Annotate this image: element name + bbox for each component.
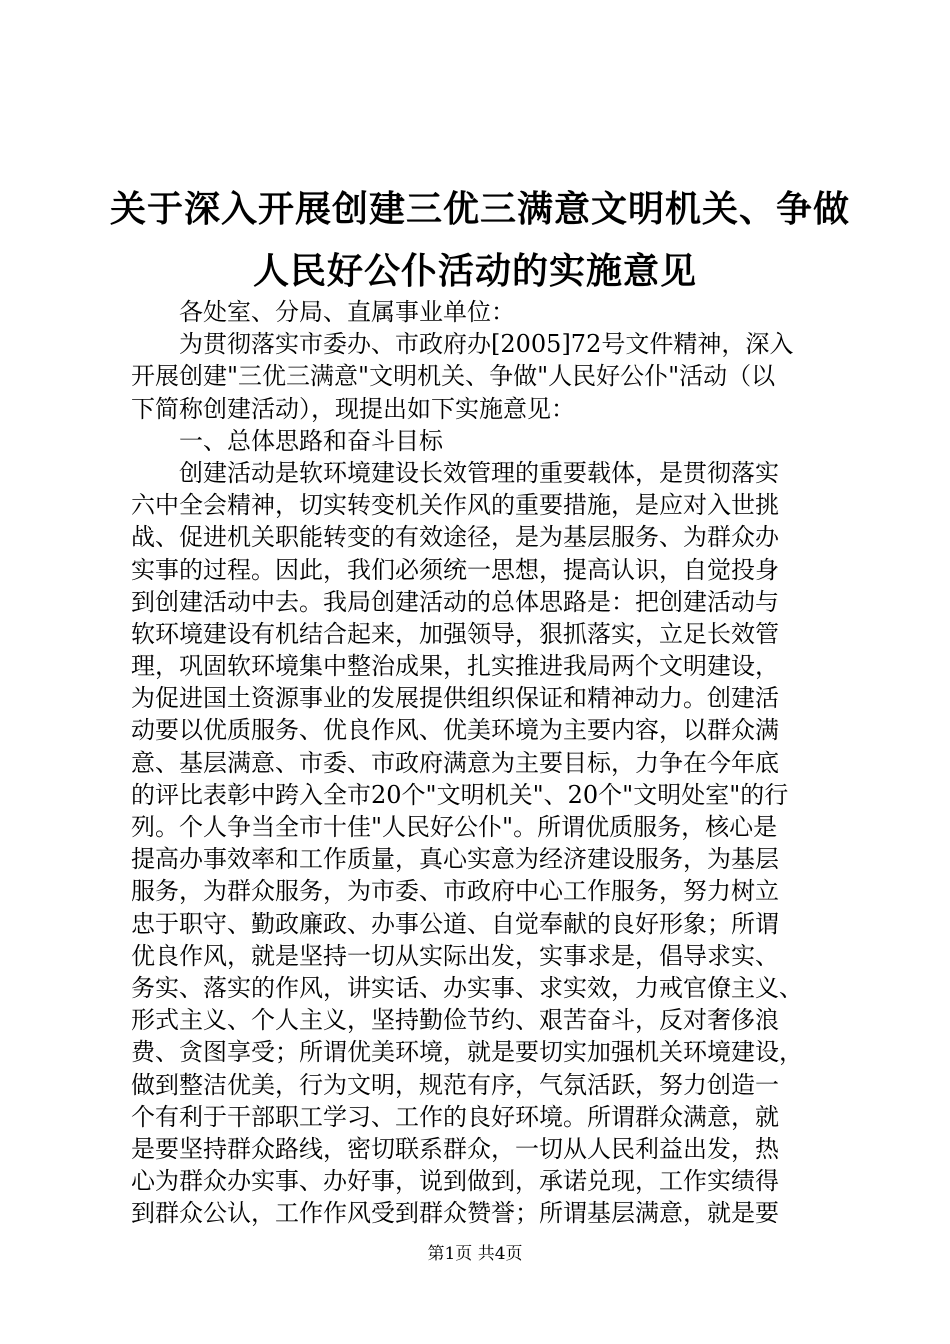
document-title: [110, 178, 851, 302]
body-text-line: 费、贪图享受；所谓优美环境，就是要切实加强机关环境建设，: [131, 1038, 803, 1067]
body-text-line: 一、总体思路和奋斗目标: [179, 426, 443, 455]
body-text-line: 是要坚持群众路线，密切联系群众，一切从人民利益出发，热: [131, 1134, 779, 1163]
body-text-line: 六中全会精神，切实转变机关作风的重要措施，是应对入世挑: [131, 491, 779, 520]
document-body: [131, 296, 831, 1229]
body-text-line: 提高办事效率和工作质量，真心实意为经济建设服务，为基层: [131, 845, 779, 874]
body-text-line: 优良作风，就是坚持一切从实际出发，实事求是，倡导求实、: [131, 941, 779, 970]
body-text-line: 个有利于干部职工学习、工作的良好环境。所谓群众满意，就: [131, 1102, 779, 1131]
body-text-line: 忠于职守、勤政廉政、办事公道、自觉奉献的良好形象；所谓: [131, 909, 779, 938]
body-text-line: 开展创建"三优三满意"文明机关、争做"人民好公仆"活动（以: [131, 362, 776, 391]
body-text-line: 的评比表彰中跨入全市20个"文明机关"、20个"文明处室"的行: [131, 780, 789, 809]
body-text-line: 下简称创建活动），现提出如下实施意见：: [131, 394, 575, 423]
title-line-1: 关于深入开展创建三优三满意文明机关、争做: [110, 188, 851, 230]
body-text-line: 实事的过程。因此，我们必须统一思想，提高认识，自觉投身: [131, 555, 779, 584]
body-text-line: 理，巩固软环境集中整治成果，扎实推进我局两个文明建设，: [131, 652, 779, 681]
body-text-line: 战、促进机关职能转变的有效途径，是为基层服务、为群众办: [131, 523, 779, 552]
body-text-line: 为促进国土资源事业的发展提供组织保证和精神动力。创建活: [131, 684, 779, 713]
body-text-line: 创建活动是软环境建设长效管理的重要载体，是贯彻落实: [179, 458, 779, 487]
body-text-line: 心为群众办实事、办好事，说到做到，承诺兑现，工作实绩得: [131, 1167, 779, 1196]
body-text-line: 动要以优质服务、优良作风、优美环境为主要内容，以群众满: [131, 716, 779, 745]
body-text-line: 到创建活动中去。我局创建活动的总体思路是：把创建活动与: [131, 587, 779, 616]
body-text-line: 各处室、分局、直属事业单位：: [179, 298, 515, 326]
body-text-line: 务实、落实的作风，讲实话、办实事、求实效，力戒官僚主义、: [131, 973, 803, 1002]
body-text-line: 意、基层满意、市委、市政府满意为主要目标，力争在今年底: [131, 748, 779, 777]
title-line-2: 人民好公仆活动的实施意见: [252, 250, 697, 292]
body-text-line: 为贯彻落实市委办、市政府办[2005]72号文件精神，深入: [179, 330, 794, 359]
body-text-line: 到群众公认，工作作风受到群众赞誉；所谓基层满意，就是要: [131, 1199, 779, 1228]
body-text-line: 形式主义、个人主义，坚持勤俭节约、艰苦奋斗，反对奢侈浪: [131, 1006, 779, 1035]
body-text-line: 服务，为群众服务，为市委、市政府中心工作服务，努力树立: [131, 877, 779, 906]
page-footer: 第1页 共4页: [427, 1244, 523, 1264]
body-text-line: 做到整洁优美，行为文明，规范有序，气氛活跃，努力创造一: [131, 1070, 779, 1099]
body-text-line: 软环境建设有机结合起来，加强领导，狠抓落实，立足长效管: [131, 619, 779, 648]
body-text-line: 列。个人争当全市十佳"人民好公仆"。所谓优质服务，核心是: [131, 813, 778, 841]
